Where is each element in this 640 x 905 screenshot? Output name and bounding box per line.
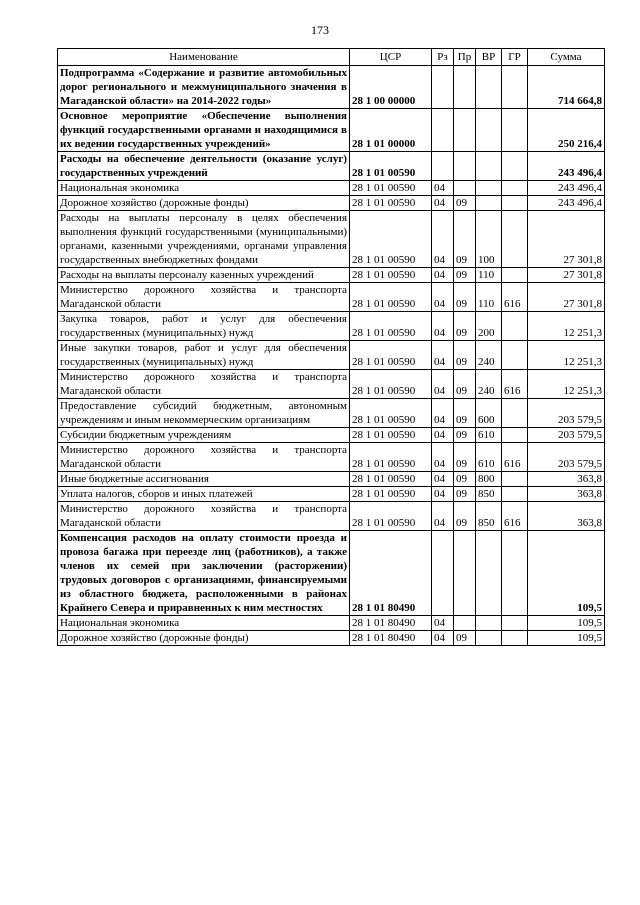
cell-pr <box>454 66 476 109</box>
cell-name: Расходы на выплаты персоналу казенных учреждений <box>58 268 350 283</box>
cell-name: Подпрограмма «Содержание и развитие автомобильных дорог регионального и межмуниципального значения в Магаданской области» на 2014-2022 годы» <box>58 66 350 109</box>
cell-sum: 243 496,4 <box>528 196 605 211</box>
cell-csr: 28 1 01 00590 <box>350 443 432 472</box>
cell-rz: 04 <box>432 399 454 428</box>
cell-vr: 110 <box>476 268 502 283</box>
cell-gr <box>502 341 528 370</box>
table-body <box>58 66 605 646</box>
header-vr: ВР <box>476 49 502 66</box>
cell-rz: 04 <box>432 616 454 631</box>
cell-name: Компенсация расходов на оплату стоимости проезда и провоза багажа при переезде лиц (работников), а также членов их семей при заключении (расторжении) трудовых договоров с организациями, финансируемыми из областного бюджета, расположенными в районах Крайнего Севера и приравненных к ним местностях <box>58 531 350 616</box>
cell-name: Основное мероприятие «Обеспечение выполнения функций государственными органами и находящимися в их ведении государственных учреждений» <box>58 109 350 152</box>
cell-sum: 109,5 <box>528 616 605 631</box>
cell-vr <box>476 66 502 109</box>
cell-vr: 600 <box>476 399 502 428</box>
cell-csr: 28 1 01 00590 <box>350 196 432 211</box>
cell-rz: 04 <box>432 268 454 283</box>
cell-name: Национальная экономика <box>58 616 350 631</box>
cell-name: Национальная экономика <box>58 181 350 196</box>
cell-rz: 04 <box>432 631 454 646</box>
cell-sum: 12 251,3 <box>528 312 605 341</box>
cell-name: Дорожное хозяйство (дорожные фонды) <box>58 631 350 646</box>
cell-rz: 04 <box>432 502 454 531</box>
cell-sum: 203 579,5 <box>528 428 605 443</box>
cell-vr <box>476 196 502 211</box>
table-row <box>58 531 605 616</box>
table-row <box>58 472 605 487</box>
cell-sum: 27 301,8 <box>528 268 605 283</box>
table-row <box>58 341 605 370</box>
cell-vr <box>476 109 502 152</box>
cell-pr: 09 <box>454 502 476 531</box>
cell-sum: 12 251,3 <box>528 370 605 399</box>
cell-pr: 09 <box>454 196 476 211</box>
cell-vr: 850 <box>476 487 502 502</box>
cell-vr: 800 <box>476 472 502 487</box>
table-row <box>58 312 605 341</box>
cell-sum: 243 496,4 <box>528 152 605 181</box>
cell-rz: 04 <box>432 196 454 211</box>
cell-pr: 09 <box>454 268 476 283</box>
cell-gr <box>502 109 528 152</box>
cell-gr <box>502 472 528 487</box>
cell-gr <box>502 399 528 428</box>
cell-rz <box>432 152 454 181</box>
header-gr: ГР <box>502 49 528 66</box>
cell-pr: 09 <box>454 428 476 443</box>
cell-name: Министерство дорожного хозяйства и транспорта Магаданской области <box>58 370 350 399</box>
cell-pr: 09 <box>454 399 476 428</box>
cell-csr: 28 1 01 00590 <box>350 152 432 181</box>
cell-vr <box>476 616 502 631</box>
cell-gr <box>502 312 528 341</box>
cell-sum: 363,8 <box>528 472 605 487</box>
cell-name: Министерство дорожного хозяйства и транспорта Магаданской области <box>58 502 350 531</box>
cell-csr: 28 1 01 00590 <box>350 268 432 283</box>
cell-pr: 09 <box>454 211 476 268</box>
cell-sum: 363,8 <box>528 502 605 531</box>
table-row <box>58 109 605 152</box>
cell-rz: 04 <box>432 428 454 443</box>
cell-gr <box>502 211 528 268</box>
table-row <box>58 196 605 211</box>
table-row <box>58 428 605 443</box>
cell-gr: 616 <box>502 370 528 399</box>
cell-pr <box>454 109 476 152</box>
cell-gr <box>502 531 528 616</box>
cell-vr: 100 <box>476 211 502 268</box>
cell-pr: 09 <box>454 631 476 646</box>
cell-vr <box>476 181 502 196</box>
cell-vr: 110 <box>476 283 502 312</box>
cell-vr <box>476 152 502 181</box>
cell-name: Расходы на обеспечение деятельности (оказание услуг) государственных учреждений <box>58 152 350 181</box>
cell-rz <box>432 531 454 616</box>
cell-sum: 27 301,8 <box>528 283 605 312</box>
cell-vr: 610 <box>476 428 502 443</box>
cell-pr: 09 <box>454 472 476 487</box>
page-number: 173 <box>311 23 329 37</box>
cell-rz: 04 <box>432 370 454 399</box>
cell-vr: 850 <box>476 502 502 531</box>
header-sum: Сумма <box>528 49 605 66</box>
cell-pr <box>454 152 476 181</box>
table-row <box>58 487 605 502</box>
table-row <box>58 502 605 531</box>
cell-csr: 28 1 01 00590 <box>350 211 432 268</box>
cell-rz: 04 <box>432 487 454 502</box>
header-pr: Пр <box>454 49 476 66</box>
cell-vr <box>476 531 502 616</box>
cell-name: Предоставление субсидий бюджетным, автономным учреждениям и иным некоммерческим организациям <box>58 399 350 428</box>
cell-rz: 04 <box>432 312 454 341</box>
cell-sum: 363,8 <box>528 487 605 502</box>
cell-sum: 250 216,4 <box>528 109 605 152</box>
cell-pr <box>454 616 476 631</box>
cell-sum: 109,5 <box>528 531 605 616</box>
cell-pr <box>454 181 476 196</box>
header-rz: Рз <box>432 49 454 66</box>
cell-pr: 09 <box>454 370 476 399</box>
cell-csr: 28 1 01 80490 <box>350 631 432 646</box>
cell-pr: 09 <box>454 283 476 312</box>
budget-table <box>57 48 605 646</box>
cell-csr: 28 1 01 00000 <box>350 109 432 152</box>
cell-rz: 04 <box>432 211 454 268</box>
cell-gr <box>502 487 528 502</box>
header-csr: ЦСР <box>350 49 432 66</box>
cell-rz <box>432 109 454 152</box>
cell-name: Министерство дорожного хозяйства и транспорта Магаданской области <box>58 443 350 472</box>
cell-gr: 616 <box>502 502 528 531</box>
cell-pr: 09 <box>454 487 476 502</box>
cell-sum: 714 664,8 <box>528 66 605 109</box>
cell-name: Расходы на выплаты персоналу в целях обеспечения выполнения функций государственными (муниципальными) органами, казенными учреждениями, органами управления государственных внебюджетных фондами <box>58 211 350 268</box>
cell-pr: 09 <box>454 312 476 341</box>
cell-csr: 28 1 01 00590 <box>350 472 432 487</box>
table-row <box>58 181 605 196</box>
cell-sum: 203 579,5 <box>528 399 605 428</box>
cell-sum: 12 251,3 <box>528 341 605 370</box>
cell-csr: 28 1 01 80490 <box>350 616 432 631</box>
cell-vr: 200 <box>476 312 502 341</box>
cell-name: Субсидии бюджетным учреждениям <box>58 428 350 443</box>
cell-gr: 616 <box>502 443 528 472</box>
cell-gr <box>502 616 528 631</box>
cell-csr: 28 1 01 00590 <box>350 181 432 196</box>
table-header-row <box>58 49 605 66</box>
header-name: Наименование <box>58 49 350 66</box>
cell-name: Иные закупки товаров, работ и услуг для обеспечения государственных (муниципальных) нужд <box>58 341 350 370</box>
cell-sum: 109,5 <box>528 631 605 646</box>
cell-rz: 04 <box>432 341 454 370</box>
cell-name: Уплата налогов, сборов и иных платежей <box>58 487 350 502</box>
cell-csr: 28 1 01 00590 <box>350 341 432 370</box>
cell-csr: 28 1 01 00590 <box>350 370 432 399</box>
table-row <box>58 283 605 312</box>
cell-gr <box>502 152 528 181</box>
cell-pr: 09 <box>454 443 476 472</box>
cell-rz: 04 <box>432 283 454 312</box>
cell-vr: 240 <box>476 370 502 399</box>
cell-csr: 28 1 01 00590 <box>350 283 432 312</box>
cell-gr: 616 <box>502 283 528 312</box>
cell-vr: 610 <box>476 443 502 472</box>
cell-gr <box>502 631 528 646</box>
cell-gr <box>502 66 528 109</box>
cell-csr: 28 1 01 00590 <box>350 502 432 531</box>
cell-sum: 203 579,5 <box>528 443 605 472</box>
cell-vr: 240 <box>476 341 502 370</box>
cell-name: Закупка товаров, работ и услуг для обеспечения государственных (муниципальных) нужд <box>58 312 350 341</box>
cell-pr: 09 <box>454 341 476 370</box>
cell-name: Дорожное хозяйство (дорожные фонды) <box>58 196 350 211</box>
cell-rz: 04 <box>432 443 454 472</box>
cell-rz: 04 <box>432 181 454 196</box>
cell-gr <box>502 181 528 196</box>
cell-sum: 27 301,8 <box>528 211 605 268</box>
table-row <box>58 616 605 631</box>
table-row <box>58 66 605 109</box>
cell-csr: 28 1 00 00000 <box>350 66 432 109</box>
table-row <box>58 399 605 428</box>
cell-pr <box>454 531 476 616</box>
cell-name: Иные бюджетные ассигнования <box>58 472 350 487</box>
cell-csr: 28 1 01 00590 <box>350 428 432 443</box>
cell-gr <box>502 428 528 443</box>
cell-sum: 243 496,4 <box>528 181 605 196</box>
cell-vr <box>476 631 502 646</box>
cell-csr: 28 1 01 80490 <box>350 531 432 616</box>
table-row <box>58 370 605 399</box>
cell-csr: 28 1 01 00590 <box>350 312 432 341</box>
cell-name: Министерство дорожного хозяйства и транспорта Магаданской области <box>58 283 350 312</box>
table-row <box>58 211 605 268</box>
table-row <box>58 268 605 283</box>
cell-csr: 28 1 01 00590 <box>350 487 432 502</box>
cell-csr: 28 1 01 00590 <box>350 399 432 428</box>
cell-rz <box>432 66 454 109</box>
table-row <box>58 631 605 646</box>
table-row <box>58 152 605 181</box>
cell-gr <box>502 196 528 211</box>
table-row <box>58 443 605 472</box>
cell-rz: 04 <box>432 472 454 487</box>
cell-gr <box>502 268 528 283</box>
